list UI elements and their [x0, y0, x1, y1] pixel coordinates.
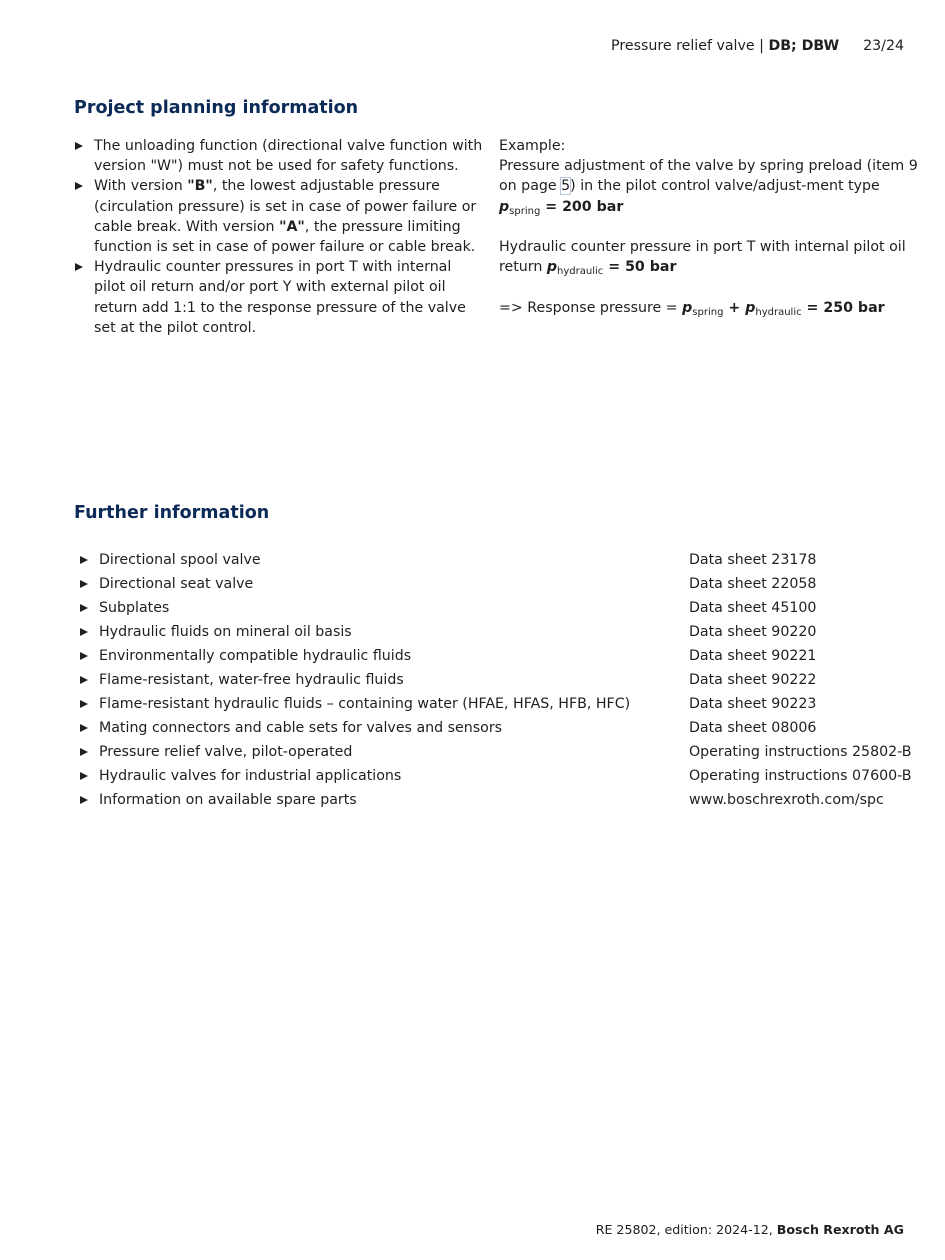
page-header: [611, 38, 904, 54]
bullet-triangle-icon: [80, 676, 88, 684]
bullet-triangle-icon: [80, 748, 88, 756]
further-info-reference: Data sheet 23178: [689, 552, 817, 568]
bullet-triangle-icon: [80, 724, 88, 732]
example-paragraph-hydraulic: [499, 237, 919, 277]
further-information-heading: Further information: [74, 503, 270, 523]
further-information-list: [74, 550, 914, 814]
example-block: [499, 136, 919, 318]
subscript-spring: spring: [692, 306, 724, 318]
subscript-spring: spring: [509, 205, 541, 217]
page-number: 23/24: [863, 38, 904, 54]
further-info-label: Flame-resistant, water-free hydraulic fluids: [99, 672, 404, 688]
project-planning-heading: Project planning information: [74, 98, 359, 118]
header-title: Pressure relief valve |: [611, 38, 769, 54]
bullet-triangle-icon: [75, 182, 83, 190]
further-info-label: Directional spool valve: [99, 552, 261, 568]
bullet-triangle-icon: [80, 796, 88, 804]
further-info-item: [74, 622, 914, 646]
example-label: Example:: [499, 138, 566, 154]
further-info-reference: Data sheet 08006: [689, 720, 817, 736]
footer-text: RE 25802, edition: 2024-12,: [595, 1222, 777, 1237]
example-text: Pressure adjustment of the valve by spring preload (item 9 on page: [499, 158, 918, 195]
further-info-reference: Data sheet 90222: [689, 672, 817, 688]
further-info-reference: Data sheet 22058: [689, 576, 817, 592]
bullet-triangle-icon: [80, 628, 88, 636]
further-info-item: [74, 790, 914, 814]
example-paragraph-response: [499, 298, 919, 318]
page-link[interactable]: 5: [561, 178, 571, 195]
further-info-item: [74, 670, 914, 694]
plus-sign: +: [723, 299, 746, 316]
further-info-reference: www.boschrexroth.com/spc: [689, 792, 884, 808]
further-info-label: Hydraulic fluids on mineral oil basis: [99, 624, 352, 640]
further-info-item: [74, 598, 914, 622]
page-footer: [596, 1222, 904, 1237]
bullet-triangle-icon: [80, 652, 88, 660]
further-info-reference: Operating instructions 07600-B: [689, 768, 912, 784]
bullet-item: [74, 176, 484, 257]
example-text: ) in the pilot control valve/adjust-ment type: [570, 178, 880, 195]
further-info-reference: Data sheet 90223: [689, 696, 817, 712]
bullet-triangle-icon: [80, 580, 88, 588]
version-a-label: "A": [279, 218, 305, 235]
header-title-models: DB; DBW: [768, 38, 840, 54]
bullet-text: , the pressure limiting function is set in case of power failure or cable break.: [94, 218, 476, 256]
bullet-text: , the lowest adjustable pressure (circulation pressure) is set in case of power failure or cable break. With version: [94, 178, 477, 235]
bullet-item: [74, 136, 484, 176]
further-info-label: Pressure relief valve, pilot-operated: [99, 744, 353, 760]
subscript-hydraulic: hydraulic: [755, 306, 802, 318]
hydraulic-value: = 50 bar: [603, 259, 677, 276]
further-info-reference: Operating instructions 25802-B: [689, 744, 912, 760]
version-b-label: "B": [187, 178, 213, 195]
further-info-item: [74, 718, 914, 742]
spring-value: = 200 bar: [540, 198, 624, 215]
bullet-triangle-icon: [80, 604, 88, 612]
further-info-reference: Data sheet 90220: [689, 624, 817, 640]
p-symbol: p: [546, 259, 558, 276]
bullet-triangle-icon: [80, 772, 88, 780]
further-info-item: [74, 766, 914, 790]
bullet-text: Hydraulic counter pressures in port T with internal pilot oil return and/or port Y with external pilot oil return add 1:1 to the response pressure of the valve set at the pilot control.: [94, 259, 466, 336]
further-info-label: Environmentally compatible hydraulic fluids: [99, 648, 412, 664]
further-info-item: [74, 574, 914, 598]
further-info-label: Flame-resistant hydraulic fluids – containing water (HFAE, HFAS, HFB, HFC): [99, 696, 631, 712]
further-info-item: [74, 646, 914, 670]
further-info-label: Hydraulic valves for industrial applications: [99, 768, 402, 784]
further-info-item: [74, 742, 914, 766]
bullet-triangle-icon: [75, 263, 83, 271]
further-info-label: Subplates: [99, 600, 170, 616]
footer-company: Bosch Rexroth AG: [776, 1222, 904, 1237]
bullet-text: The unloading function (directional valve function with version "W") must not be used for safety functions.: [94, 138, 483, 175]
project-planning-bullets: [74, 136, 484, 338]
bullet-triangle-icon: [80, 556, 88, 564]
p-symbol: p: [682, 299, 693, 316]
bullet-item: [74, 257, 484, 338]
example-text: => Response pressure =: [499, 299, 683, 316]
further-info-item: [74, 550, 914, 574]
further-info-item: [74, 694, 914, 718]
example-paragraph-spring: [499, 156, 919, 217]
p-symbol: p: [499, 198, 510, 215]
subscript-hydraulic: hydraulic: [557, 266, 604, 278]
example-text: Hydraulic counter pressure in port T with internal pilot oil return: [499, 239, 906, 276]
bullet-text: With version: [94, 178, 188, 195]
further-info-label: Directional seat valve: [99, 576, 254, 592]
p-symbol: p: [745, 299, 756, 316]
bullet-triangle-icon: [80, 700, 88, 708]
response-value: = 250 bar: [801, 299, 885, 316]
further-info-label: Mating connectors and cable sets for valves and sensors: [99, 720, 503, 736]
further-info-reference: Data sheet 90221: [689, 648, 817, 664]
further-info-label: Information on available spare parts: [99, 792, 357, 808]
further-info-reference: Data sheet 45100: [689, 600, 817, 616]
bullet-triangle-icon: [75, 142, 83, 150]
